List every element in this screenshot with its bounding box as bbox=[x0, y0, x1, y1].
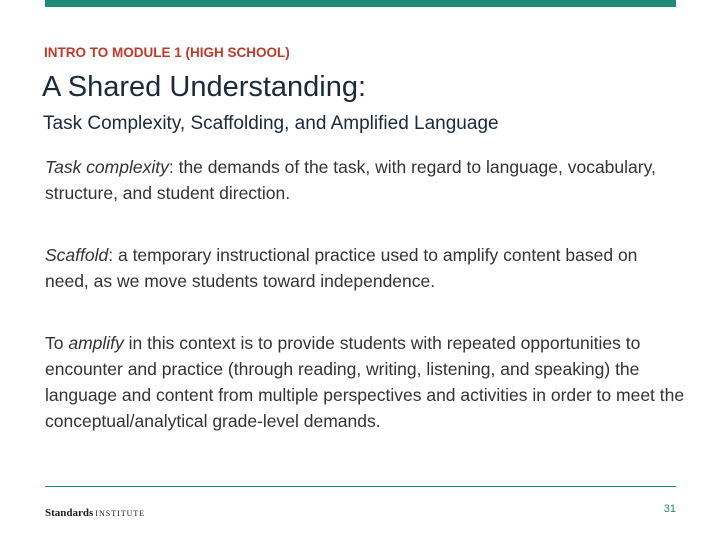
logo-wordmark: Standards bbox=[45, 507, 94, 519]
logo-subtitle: INSTITUTE bbox=[95, 509, 146, 518]
footer-divider bbox=[45, 486, 676, 487]
definition-task-complexity bbox=[45, 154, 685, 206]
definition-term: Scaffold bbox=[45, 245, 109, 265]
slide-title: A Shared Understanding: bbox=[42, 71, 367, 103]
module-label: INTRO TO MODULE 1 (HIGH SCHOOL) bbox=[44, 45, 290, 60]
definition-amplify bbox=[45, 330, 685, 434]
definition-text: in this context is to provide students with repeated opportunities to encounter and practice (through reading, writing, listening, and speaking) the language and content from multiple perspectives and activities in order to meet the conceptual/analytical grade-level demands. bbox=[45, 333, 685, 431]
definition-scaffold bbox=[45, 242, 685, 294]
standards-institute-logo bbox=[45, 503, 145, 521]
definition-separator: : bbox=[168, 157, 174, 177]
definition-text: a temporary instructional practice used to amplify content based on need, as we move students toward independence. bbox=[45, 245, 638, 291]
slide-subtitle: Task Complexity, Scaffolding, and Amplified Language bbox=[43, 113, 499, 134]
top-accent-bar bbox=[45, 0, 676, 7]
definition-lead: To bbox=[45, 333, 69, 353]
definition-term: Task complexity bbox=[45, 157, 169, 177]
definition-term: amplify bbox=[68, 333, 124, 353]
definition-separator: : bbox=[108, 245, 114, 265]
page-number: 31 bbox=[663, 503, 676, 515]
definition-text: the demands of the task, with regard to language, vocabulary, structure, and student direction. bbox=[45, 157, 656, 203]
